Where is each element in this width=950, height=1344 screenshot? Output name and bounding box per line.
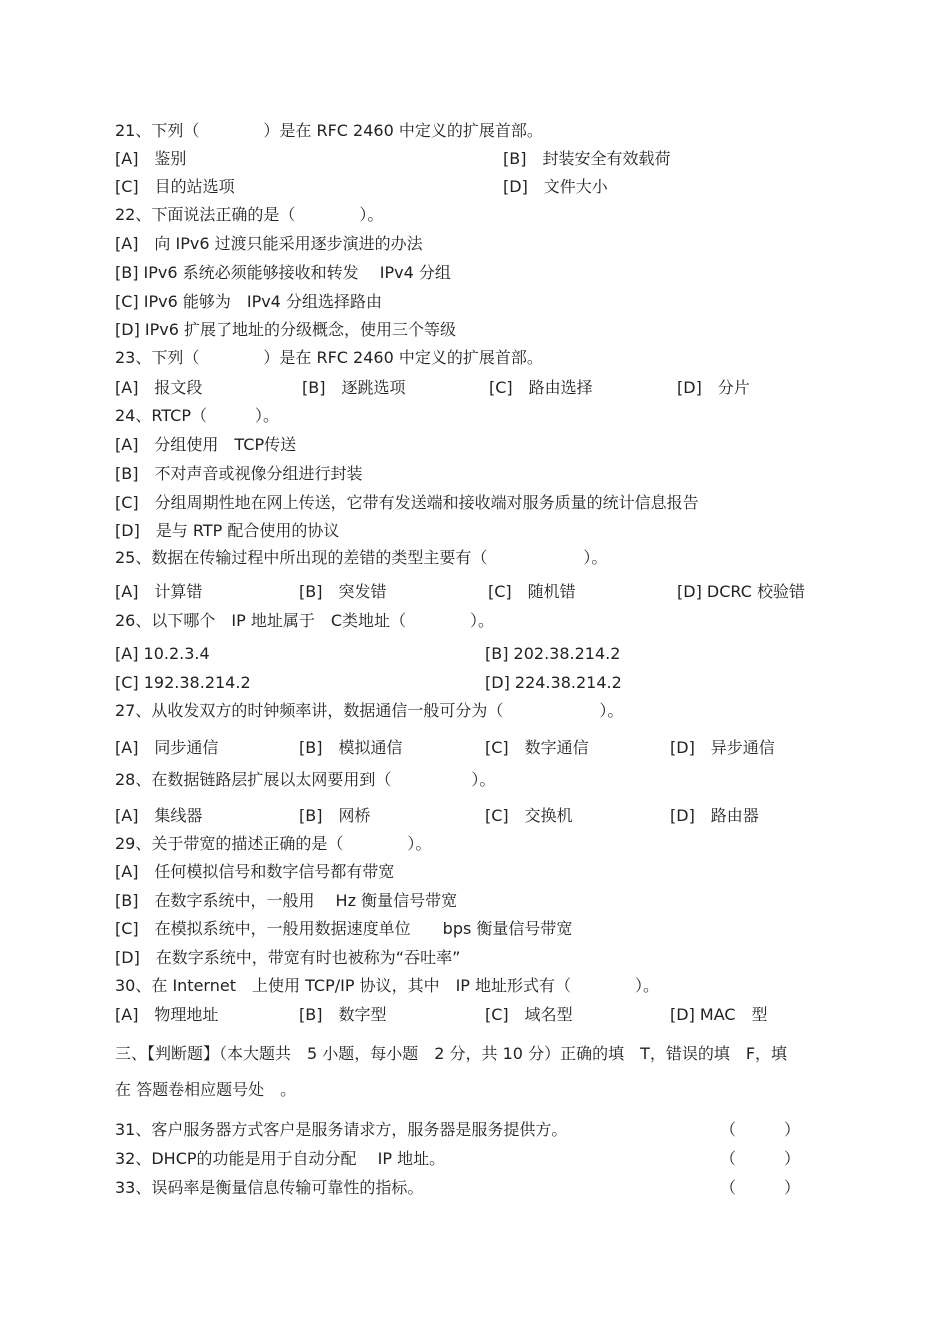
- option-b: [B] 数字型: [299, 1005, 387, 1024]
- option-b: [B] 封装安全有效载荷: [503, 149, 671, 168]
- option-c: [C] 域名型: [485, 1005, 573, 1024]
- option-b: [B] 网桥: [299, 806, 371, 825]
- option-c: [C] 分组周期性地在网上传送，它带有发送端和接收端对服务质量的统计信息报告: [115, 493, 699, 512]
- option-a: [A] 同步通信: [115, 738, 219, 757]
- option-a: [A] 任何模拟信号和数字信号都有带宽: [115, 862, 395, 881]
- option-d: [D] IPv6 扩展了地址的分级概念，使用三个等级: [115, 320, 456, 339]
- judge-32-text: 32、DHCP的功能是用于自动分配 IP 地址。: [115, 1149, 446, 1168]
- option-d: [D] MAC 型: [670, 1005, 768, 1024]
- section-3-heading-cont: 在 答题卷相应题号处 。: [115, 1080, 297, 1099]
- option-b: [B] 模拟通信: [299, 738, 403, 757]
- section-3-heading: 三、【判断题】（本大题共 5 小题，每小题 2 分，共 10 分）正确的填 T，错误的填 F，填: [115, 1044, 788, 1063]
- option-b: [B] 202.38.214.2: [485, 644, 621, 663]
- option-c: [C] 在模拟系统中，一般用数据速度单位 bps 衡量信号带宽: [115, 919, 573, 938]
- judge-31-text: 31、客户服务器方式客户是服务请求方，服务器是服务提供方。: [115, 1120, 568, 1139]
- question-23-stem: 23、下列（ ）是在 RFC 2460 中定义的扩展首部。: [115, 348, 543, 367]
- question-29-stem: 29、关于带宽的描述正确的是（ ）。: [115, 834, 432, 853]
- answer-blank[interactable]: （ ）: [720, 1149, 801, 1168]
- option-b: [B] 逐跳选项: [302, 378, 406, 397]
- option-b: [B] 在数字系统中，一般用 Hz 衡量信号带宽: [115, 891, 458, 910]
- question-28-stem: 28、在数据链路层扩展以太网要用到（ ）。: [115, 770, 496, 789]
- option-c: [C] 数字通信: [485, 738, 589, 757]
- answer-blank[interactable]: （ ）: [720, 1178, 801, 1197]
- question-27-stem: 27、从收发双方的时钟频率讲，数据通信一般可分为（ ）。: [115, 701, 624, 720]
- judge-33-text: 33、误码率是衡量信息传输可靠性的指标。: [115, 1178, 424, 1197]
- option-d: [D] 是与 RTP 配合使用的协议: [115, 521, 340, 540]
- question-26-stem: 26、以下哪个 IP 地址属于 C类地址（ ）。: [115, 611, 494, 630]
- question-22-stem: 22、下面说法正确的是（ ）。: [115, 205, 384, 224]
- option-d: [D] 在数字系统中，带宽有时也被称为“吞吐率”: [115, 948, 461, 967]
- option-a: [A] 计算错: [115, 582, 203, 601]
- question-30-stem: 30、在 Internet 上使用 TCP/IP 协议，其中 IP 地址形式有（ ）。: [115, 976, 660, 995]
- option-b: [B] 不对声音或视像分组进行封装: [115, 464, 363, 483]
- option-b: [B] 突发错: [299, 582, 387, 601]
- option-c: [C] 交换机: [485, 806, 573, 825]
- question-25-stem: 25、数据在传输过程中所出现的差错的类型主要有（ ）。: [115, 548, 608, 567]
- option-d: [D] 224.38.214.2: [485, 673, 622, 692]
- option-a: [A] 向 IPv6 过渡只能采用逐步演进的办法: [115, 234, 423, 253]
- option-a: [A] 鉴别: [115, 149, 187, 168]
- option-c: [C] 随机错: [488, 582, 576, 601]
- option-c: [C] 192.38.214.2: [115, 673, 251, 692]
- option-d: [D] 路由器: [670, 806, 759, 825]
- option-d: [D] DCRC 校验错: [677, 582, 805, 601]
- option-d: [D] 分片: [677, 378, 750, 397]
- option-a: [A] 物理地址: [115, 1005, 219, 1024]
- option-c: [C] IPv6 能够为 IPv4 分组选择路由: [115, 292, 382, 311]
- option-c: [C] 路由选择: [489, 378, 593, 397]
- option-a: [A] 集线器: [115, 806, 203, 825]
- option-a: [A] 报文段: [115, 378, 203, 397]
- question-21-stem: 21、下列（ ）是在 RFC 2460 中定义的扩展首部。: [115, 121, 543, 140]
- question-24-stem: 24、RTCP（ ）。: [115, 406, 279, 425]
- answer-blank[interactable]: （ ）: [720, 1120, 801, 1139]
- option-d: [D] 文件大小: [503, 177, 608, 196]
- option-a: [A] 10.2.3.4: [115, 644, 210, 663]
- option-b: [B] IPv6 系统必须能够接收和转发 IPv4 分组: [115, 263, 451, 282]
- option-d: [D] 异步通信: [670, 738, 775, 757]
- option-c: [C] 目的站选项: [115, 177, 235, 196]
- option-a: [A] 分组使用 TCP传送: [115, 435, 297, 454]
